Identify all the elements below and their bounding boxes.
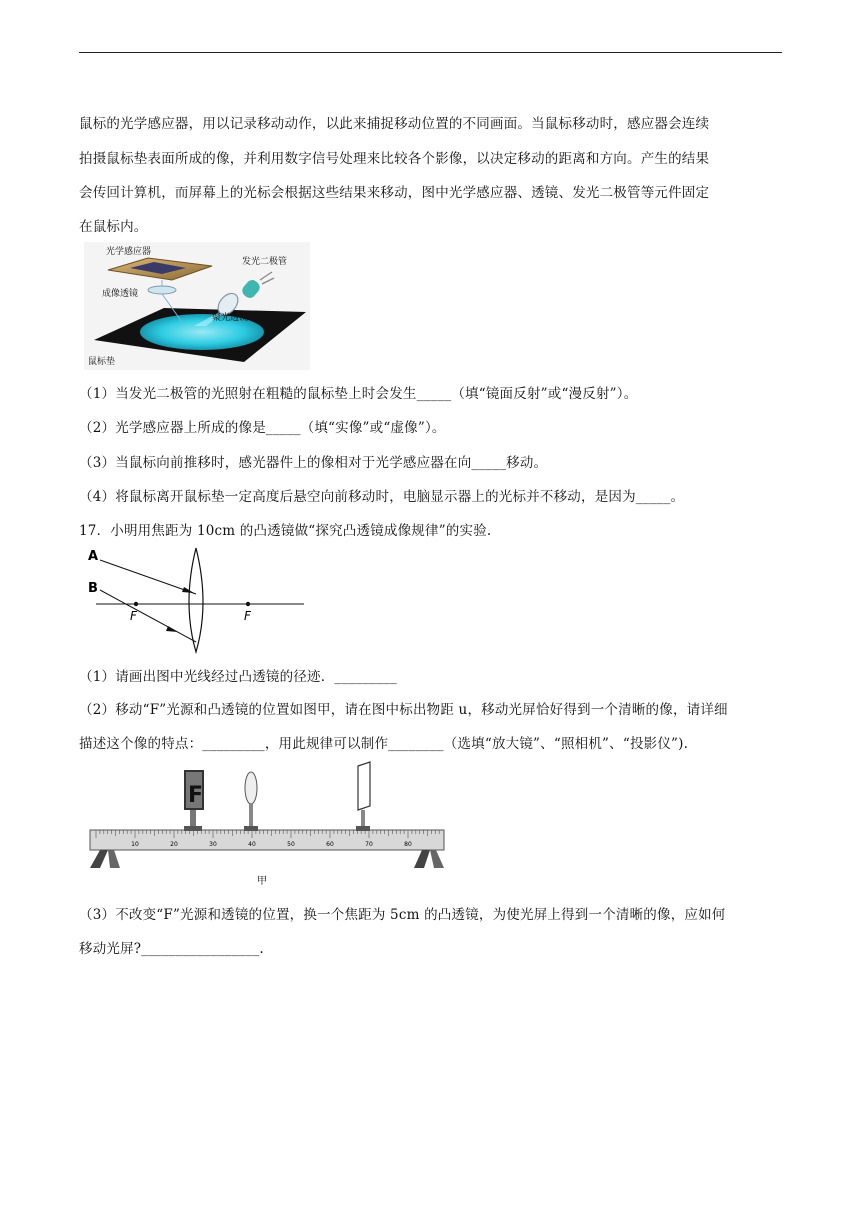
q17-sub-2-line-2: 描述这个像的特点：_________，用此规律可以制作________（选填“放大镜”、“照相机”、“投影仪”). [79,736,689,752]
bench-tick-label: 80 [404,841,412,848]
intro-line-2: 拍摄鼠标垫表面所成的像，并利用数字信号处理来比较各个影像，以决定移动的距离和方向。产生的结果 [79,151,710,167]
label-sensor: 光学感应器 [106,247,152,257]
q17-sub-2-line-1: （2）移动“F”光源和凸透镜的位置如图甲，请在图中标出物距 u，移动光屏恰好得到一个清晰的像，请详细 [79,702,728,718]
optical-bench-figure [86,760,448,888]
ray-b [100,590,196,642]
bench-rail [90,830,444,850]
q16-sub-2: （2）光学感应器上所成的像是_____（填“实像”或“虚像”）。 [79,420,446,436]
label-pad: 鼠标垫 [88,357,116,367]
focus-point-left [134,602,138,606]
bench-tick-label: 40 [248,841,256,848]
bench-tick-label: 70 [365,841,373,848]
convex-lens [189,548,203,652]
q16-sub-4: （4）将鼠标离开鼠标垫一定高度后悬空向前移动时，电脑显示器上的光标并不移动，是因为_____。 [79,489,685,505]
q17-sub-1: （1）请画出图中光线经过凸透镜的径迹．_________ [79,669,397,685]
bench-tick-label: 10 [131,841,139,848]
source-letter: F [188,783,204,808]
bench-tick-label: 30 [209,841,217,848]
q16-sub-1: （1）当发光二极管的光照射在粗糙的鼠标垫上时会发生_____（填“镜面反射”或“漫反射”）。 [79,386,638,402]
bench-leg-left [90,850,108,868]
ray-diagram [86,546,306,656]
imaging-lens-shape [148,286,176,294]
intro-line-4: 在鼠标内。 [79,219,148,235]
label-focus-right: F [244,609,251,623]
lens-on-bench [244,772,258,831]
label-led: 发光二极管 [242,257,288,267]
focus-point-right [246,602,250,606]
q16-sub-3: （3）当鼠标向前推移时，感光器件上的像相对于光学感应器在向_____移动。 [79,455,548,471]
q17-title: 17．小明用焦距为 10cm 的凸透镜做“探究凸透镜成像规律”的实验. [79,523,492,539]
ray-a [100,560,196,594]
intro-line-3: 会传回计算机，而屏幕上的光标会根据这些结果来移动，图中光学感应器、透镜、发光二极管等元件固定 [79,185,710,201]
bench-leg-right [414,850,430,868]
intro-line-1: 鼠标的光学感应器，用以记录移动动作，以此来捕捉移动位置的不同画面。当鼠标移动时，感应器会连续 [79,116,710,132]
q17-sub-3-line-2: 移动光屏?_________________. [79,941,264,957]
label-b: B [88,581,98,596]
bench-tick-label: 50 [287,841,295,848]
label-condenser-lens: 聚光透镜 [212,313,249,323]
header-rule [79,52,782,53]
label-focus-left: F [130,609,137,623]
light-screen [356,762,370,831]
figure-caption-jia: 甲 [257,876,267,887]
bench-tick-label: 20 [170,841,178,848]
label-imaging-lens: 成像透镜 [102,289,139,299]
label-a: A [88,549,99,564]
q17-sub-3-line-1: （3）不改变“F”光源和透镜的位置，换一个焦距为 5cm 的凸透镜，为使光屏上得到一个清晰的像，应如何 [79,907,726,923]
bench-tick-label: 60 [326,841,334,848]
mouse-optics-figure [84,242,310,370]
f-light-source [184,770,204,831]
